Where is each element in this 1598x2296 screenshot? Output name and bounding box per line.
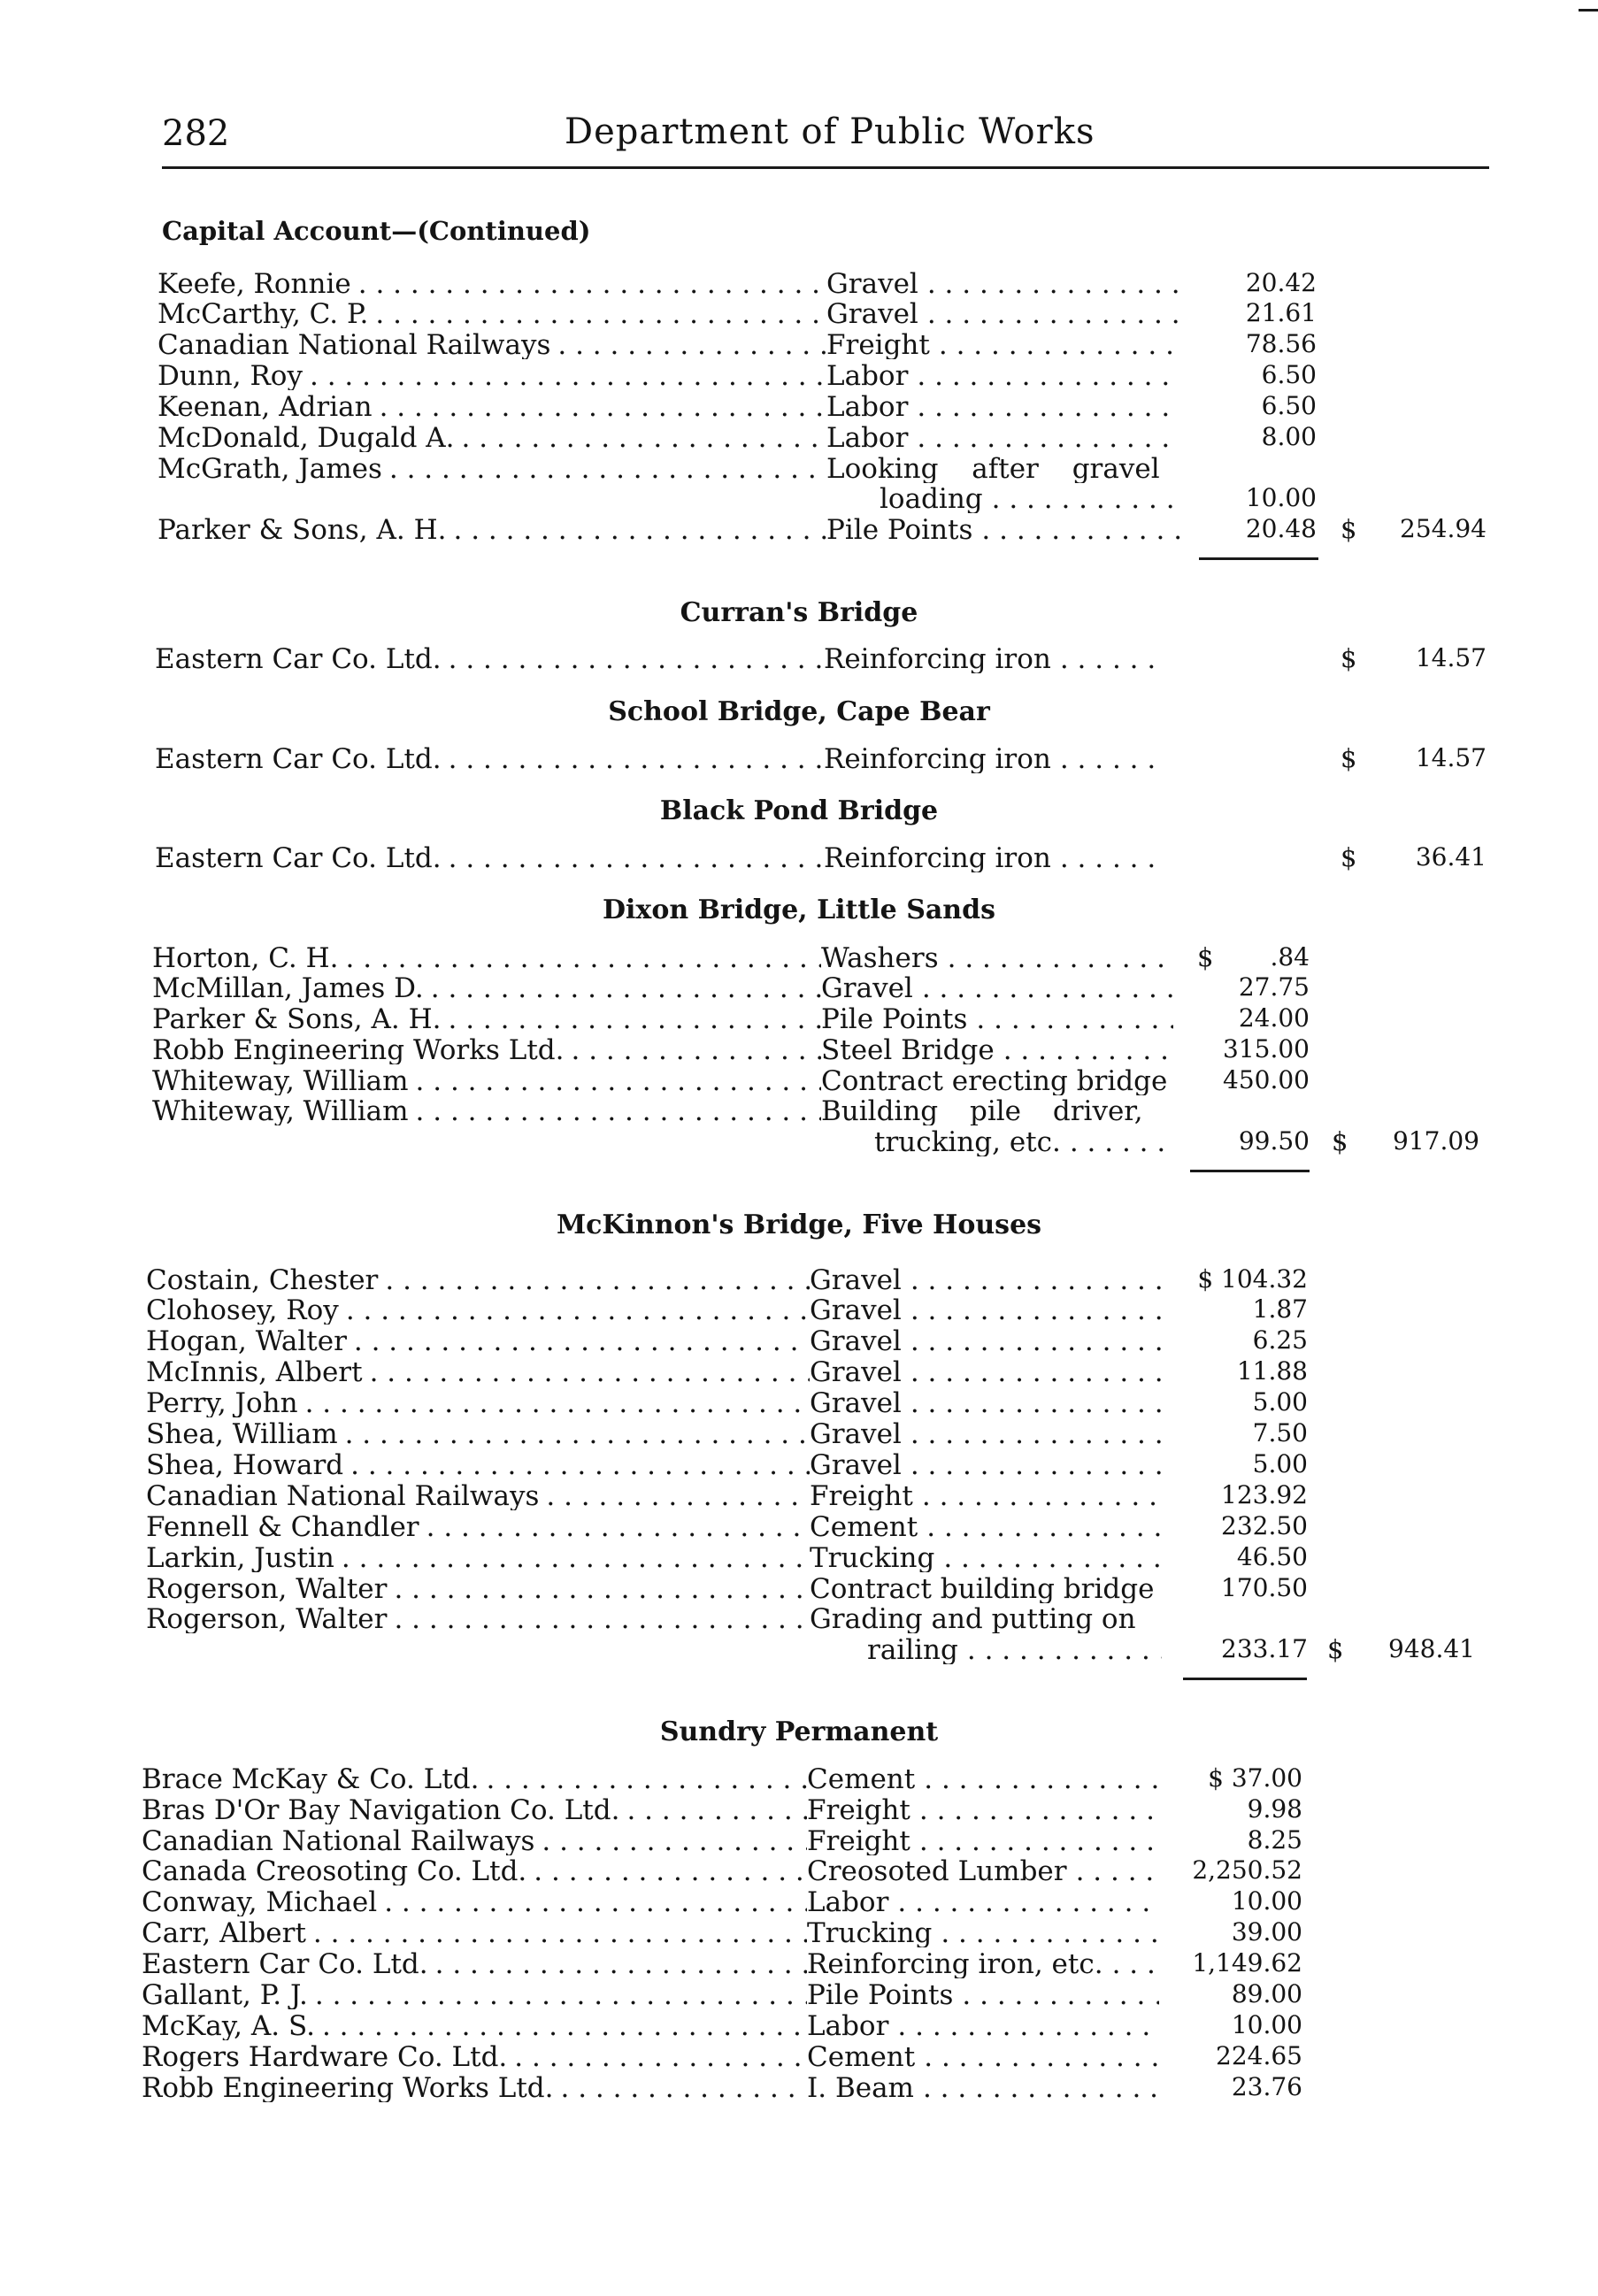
dollar-sign: $ <box>1197 942 1214 972</box>
payee-name: Conway, Michael <box>142 1886 378 1916</box>
payee-name: McInnis, Albert <box>146 1356 363 1386</box>
leader-dots <box>350 1449 810 1479</box>
item-description: Cement <box>807 2041 916 2071</box>
amount: 27.75 <box>1238 972 1310 1002</box>
payee-name: Canada Creosoting Co. Ltd. <box>142 1855 527 1885</box>
payee-name: McMillan, James D. <box>152 972 424 1002</box>
section-title: Sundry Permanent <box>659 1716 939 1747</box>
section-title: McKinnon's Bridge, Five Houses <box>556 1209 1042 1240</box>
leader-dots <box>315 1979 807 2009</box>
leader-dots <box>487 1763 808 1793</box>
payee-name: Whiteway, William <box>152 1095 409 1125</box>
leader-dots <box>416 1095 821 1125</box>
leader-dots <box>927 268 1180 298</box>
subtotal-rule <box>1183 1678 1307 1680</box>
leader-dots <box>1060 643 1164 673</box>
leader-dots <box>462 422 826 452</box>
item-description: Labor <box>826 391 909 421</box>
leader-dots <box>926 1511 1162 1541</box>
payee-name: Larkin, Justin <box>146 1542 334 1572</box>
leader-dots <box>380 391 826 421</box>
leader-dots <box>448 1003 821 1033</box>
section-title: Dixon Bridge, Little Sands <box>603 895 995 925</box>
item-description: Gravel <box>810 1449 902 1479</box>
leader-dots <box>992 483 1180 513</box>
amount: 6.50 <box>1261 391 1317 420</box>
payee-name: Robb Engineering Works Ltd. <box>142 2072 554 2102</box>
payee-name: McKay, A. S. <box>142 2010 315 2040</box>
payee-name: Canadian National Railways <box>157 329 551 359</box>
item-description: Gravel <box>821 972 913 1002</box>
leader-dots <box>431 972 821 1002</box>
item-description: trucking, etc. <box>874 1126 1061 1156</box>
amount: 6.25 <box>1252 1325 1308 1355</box>
leader-dots <box>919 1825 1159 1855</box>
item-description: Reinforcing iron <box>824 743 1051 773</box>
leader-dots <box>927 298 1180 328</box>
payee-name: Shea, William <box>146 1418 338 1448</box>
section-total: 14.57 <box>1415 643 1487 672</box>
item-description: Labor <box>807 2010 889 2040</box>
leader-dots <box>546 1480 810 1510</box>
item-description: Gravel <box>810 1387 902 1417</box>
dollar-sign: $ <box>1341 842 1357 872</box>
payee-name: Eastern Car Co. Ltd. <box>142 1948 428 1978</box>
leader-dots <box>449 643 824 673</box>
leader-dots <box>375 298 826 328</box>
amount: $ 37.00 <box>1208 1763 1302 1793</box>
item-description: Pile Points <box>807 1979 954 2009</box>
leader-dots <box>910 1294 1162 1325</box>
account-heading: Capital Account—(Continued) <box>162 216 591 246</box>
leader-dots <box>948 942 1173 972</box>
amount: 1.87 <box>1252 1294 1308 1324</box>
leader-dots <box>910 1387 1162 1417</box>
payee-name: Shea, Howard <box>146 1449 344 1479</box>
payee-name: Canadian National Railways <box>146 1480 540 1510</box>
amount: 20.48 <box>1245 514 1317 543</box>
payee-name: Carr, Albert <box>142 1917 306 1947</box>
amount: 39.00 <box>1231 1917 1302 1947</box>
payee-name: Clohosey, Roy <box>146 1294 339 1325</box>
leader-dots <box>310 360 826 390</box>
amount: 123.92 <box>1221 1480 1308 1509</box>
leader-dots <box>449 743 824 773</box>
payee-name: McDonald, Dugald A. <box>157 422 455 452</box>
payee-name: Canadian National Railways <box>142 1825 535 1855</box>
section-total: 14.57 <box>1415 743 1487 772</box>
leader-dots <box>346 1294 810 1325</box>
section-total: 917.09 <box>1393 1126 1479 1156</box>
amount: 224.65 <box>1216 2041 1302 2070</box>
corner-mark <box>1579 9 1598 12</box>
item-description: Looking after gravel <box>826 453 1160 483</box>
amount: 10.00 <box>1245 483 1317 512</box>
item-description: Labor <box>826 422 909 452</box>
amount: 6.50 <box>1261 360 1317 389</box>
leader-dots <box>626 1794 807 1824</box>
item-description: Building pile driver, <box>821 1095 1143 1125</box>
payee-name: Rogerson, Walter <box>146 1603 388 1633</box>
leader-dots <box>1060 743 1164 773</box>
leader-dots <box>394 1573 810 1603</box>
amount: 23.76 <box>1231 2072 1302 2101</box>
header-rule <box>162 166 1489 169</box>
leader-dots <box>1003 1034 1173 1064</box>
item-description: Washers <box>821 942 939 972</box>
payee-name: Parker & Sons, A. H. <box>157 514 447 544</box>
leader-dots <box>354 1325 810 1355</box>
leader-dots <box>435 1948 807 1978</box>
amount: 5.00 <box>1252 1387 1308 1417</box>
leader-dots <box>560 2072 807 2102</box>
leader-dots <box>453 514 826 544</box>
leader-dots <box>370 1356 810 1386</box>
item-description: Trucking <box>810 1542 935 1572</box>
leader-dots <box>967 1634 1162 1664</box>
item-description: Gravel <box>826 268 918 298</box>
item-description: Cement <box>810 1511 918 1541</box>
payee-name: Gallant, P. J. <box>142 1979 308 2009</box>
item-description: railing <box>867 1634 958 1664</box>
payee-name: Eastern Car Co. Ltd. <box>155 743 442 773</box>
payee-name: Parker & Sons, A. H. <box>152 1003 442 1033</box>
amount: 10.00 <box>1231 1886 1302 1916</box>
leader-dots <box>910 1418 1162 1448</box>
leader-dots <box>322 2010 807 2040</box>
amount: .84 <box>1270 942 1310 971</box>
item-description: Labor <box>807 1886 889 1916</box>
section-total: 948.41 <box>1388 1634 1475 1663</box>
leader-dots <box>962 1979 1159 2009</box>
leader-dots <box>922 972 1173 1002</box>
leader-dots <box>922 1480 1162 1510</box>
amount: 8.00 <box>1261 422 1317 451</box>
item-description: Steel Bridge <box>821 1034 995 1064</box>
payee-name: McCarthy, C. P. <box>157 298 369 328</box>
amount: $ 104.32 <box>1197 1264 1308 1294</box>
item-description: Gravel <box>810 1294 902 1325</box>
leader-dots <box>943 1542 1162 1572</box>
leader-dots <box>939 329 1180 359</box>
item-description: loading <box>880 483 983 513</box>
item-description: Gravel <box>810 1325 902 1355</box>
dollar-sign: $ <box>1341 643 1357 673</box>
item-description: Reinforcing iron, etc. <box>807 1948 1103 1978</box>
item-description: Freight <box>826 329 930 359</box>
leader-dots <box>557 329 826 359</box>
leader-dots <box>342 1542 810 1572</box>
leader-dots <box>542 1825 807 1855</box>
leader-dots <box>981 514 1180 544</box>
amount: 20.42 <box>1245 268 1317 297</box>
item-description: Pile Points <box>826 514 973 544</box>
amount: 78.56 <box>1245 329 1317 358</box>
item-description: Gravel <box>826 298 918 328</box>
item-description: Freight <box>810 1480 913 1510</box>
amount: 233.17 <box>1221 1634 1308 1663</box>
leader-dots <box>305 1387 810 1417</box>
item-description: Gravel <box>810 1418 902 1448</box>
leader-dots <box>1070 1126 1173 1156</box>
leader-dots <box>571 1034 821 1064</box>
item-description: Contract building bridge <box>810 1573 1155 1603</box>
item-description: Grading and putting on <box>810 1603 1136 1633</box>
item-description: Contract erecting bridge <box>821 1065 1168 1095</box>
payee-name: Eastern Car Co. Ltd. <box>155 842 442 872</box>
amount: 315.00 <box>1223 1034 1310 1064</box>
amount: 10.00 <box>1231 2010 1302 2039</box>
payee-name: Keefe, Ronnie <box>157 268 351 298</box>
item-description: Pile Points <box>821 1003 968 1033</box>
amount: 2,250.52 <box>1192 1855 1302 1885</box>
dollar-sign: $ <box>1327 1634 1344 1664</box>
leader-dots <box>394 1603 810 1633</box>
payee-name: Horton, C. H. <box>152 942 339 972</box>
leader-dots <box>917 391 1180 421</box>
leader-dots <box>534 1855 807 1885</box>
dollar-sign: $ <box>1341 514 1357 544</box>
running-title: Department of Public Works <box>565 111 1095 152</box>
leader-dots <box>1060 842 1164 872</box>
item-description: I. Beam <box>807 2072 914 2102</box>
subtotal-rule <box>1190 1170 1310 1172</box>
leader-dots <box>897 1886 1159 1916</box>
leader-dots <box>917 360 1180 390</box>
leader-dots <box>910 1356 1162 1386</box>
payee-name: Dunn, Roy <box>157 360 303 390</box>
item-description: Gravel <box>810 1264 902 1294</box>
leader-dots <box>449 842 824 872</box>
item-description: Freight <box>807 1825 910 1855</box>
item-description: Labor <box>826 360 909 390</box>
leader-dots <box>389 453 826 483</box>
item-description: Freight <box>807 1794 910 1824</box>
section-title: School Bridge, Cape Bear <box>608 696 990 727</box>
item-description: Creosoted Lumber <box>807 1855 1067 1885</box>
item-description: Trucking <box>807 1917 933 1947</box>
amount: 99.50 <box>1238 1126 1310 1156</box>
payee-name: Fennell & Chandler <box>146 1511 419 1541</box>
payee-name: Keenan, Adrian <box>157 391 373 421</box>
leader-dots <box>1112 1948 1159 1978</box>
leader-dots <box>1076 1855 1159 1885</box>
amount: 24.00 <box>1238 1003 1310 1033</box>
leader-dots <box>976 1003 1173 1033</box>
leader-dots <box>416 1065 821 1095</box>
item-description: Cement <box>807 1763 916 1793</box>
item-description: Gravel <box>810 1356 902 1386</box>
leader-dots <box>345 1418 810 1448</box>
leader-dots <box>910 1325 1162 1355</box>
section-total: 254.94 <box>1400 514 1487 543</box>
amount: 1,149.62 <box>1192 1948 1302 1977</box>
leader-dots <box>385 1264 810 1294</box>
payee-name: Rogers Hardware Co. Ltd. <box>142 2041 508 2071</box>
leader-dots <box>917 422 1180 452</box>
leader-dots <box>924 1763 1159 1793</box>
leader-dots <box>384 1886 807 1916</box>
leader-dots <box>924 2041 1159 2071</box>
dollar-sign: $ <box>1341 743 1357 773</box>
leader-dots <box>358 268 826 298</box>
amount: 9.98 <box>1247 1794 1302 1824</box>
payee-name: Bras D'Or Bay Navigation Co. Ltd. <box>142 1794 620 1824</box>
amount: 89.00 <box>1231 1979 1302 2008</box>
amount: 5.00 <box>1252 1449 1308 1478</box>
payee-name: Whiteway, William <box>152 1065 409 1095</box>
leader-dots <box>346 942 821 972</box>
leader-dots <box>923 2072 1159 2102</box>
subtotal-rule <box>1199 557 1318 560</box>
leader-dots <box>941 1917 1159 1947</box>
amount: 11.88 <box>1236 1356 1308 1386</box>
item-description: Reinforcing iron <box>824 842 1051 872</box>
payee-name: Brace McKay & Co. Ltd. <box>142 1763 480 1793</box>
payee-name: Hogan, Walter <box>146 1325 347 1355</box>
amount: 46.50 <box>1236 1542 1308 1571</box>
section-title: Black Pond Bridge <box>659 795 939 826</box>
payee-name: Rogerson, Walter <box>146 1573 388 1603</box>
leader-dots <box>426 1511 810 1541</box>
payee-name: McGrath, James <box>157 453 382 483</box>
leader-dots <box>897 2010 1159 2040</box>
section-total: 36.41 <box>1415 842 1487 872</box>
amount: 232.50 <box>1221 1511 1308 1540</box>
leader-dots <box>919 1794 1159 1824</box>
amount: 450.00 <box>1223 1065 1310 1094</box>
amount: 8.25 <box>1247 1825 1302 1854</box>
dollar-sign: $ <box>1332 1126 1348 1156</box>
payee-name: Eastern Car Co. Ltd. <box>155 643 442 673</box>
leader-dots <box>910 1264 1162 1294</box>
leader-dots <box>514 2041 807 2071</box>
payee-name: Robb Engineering Works Ltd. <box>152 1034 565 1064</box>
item-description: Reinforcing iron <box>824 643 1051 673</box>
payee-name: Costain, Chester <box>146 1264 379 1294</box>
amount: 21.61 <box>1245 298 1317 327</box>
leader-dots <box>313 1917 807 1947</box>
section-title: Curran's Bridge <box>680 597 918 628</box>
payee-name: Perry, John <box>146 1387 298 1417</box>
amount: 7.50 <box>1252 1418 1308 1447</box>
amount: 170.50 <box>1221 1573 1308 1602</box>
page-number: 282 <box>162 113 230 154</box>
leader-dots <box>910 1449 1162 1479</box>
